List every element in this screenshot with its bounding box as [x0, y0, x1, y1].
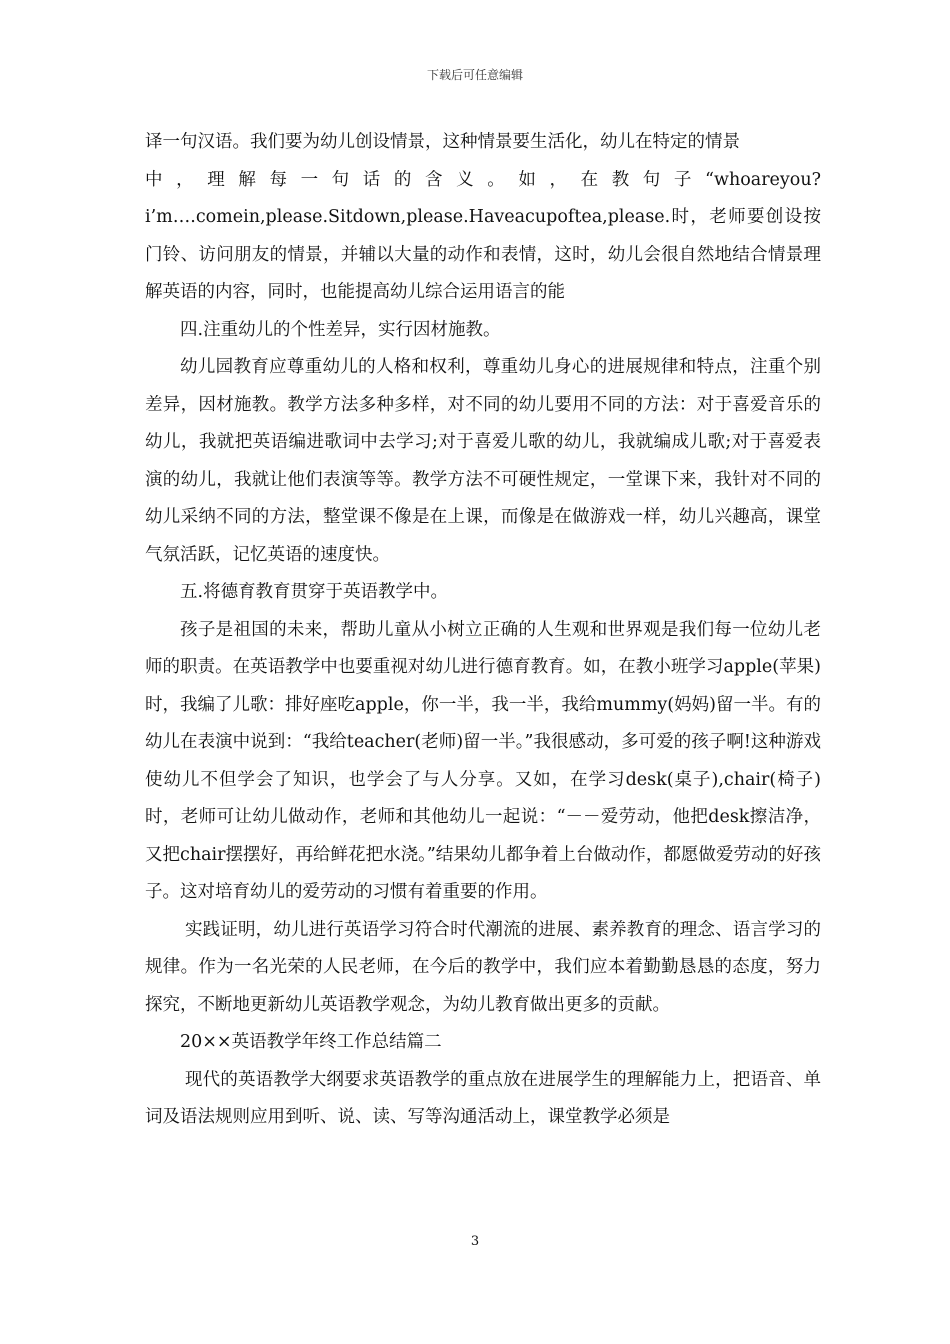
section-heading-part-two: 20××英语教学年终工作总结篇二: [180, 1032, 442, 1052]
paragraph-spread-line: 中，理解每一句话的含义。如，在教句子“whoareyou?: [145, 169, 821, 190]
paragraph-continuation-line: 译一句汉语。我们要为幼儿创设情景，这种情景要生活化，幼儿在特定的情景: [145, 132, 740, 152]
page-number: 3: [470, 1234, 480, 1249]
section-heading-4: 四.注重幼儿的个性差异，实行因材施教。: [180, 319, 501, 340]
paragraph-moral-education: 孩子是祖国的未来，帮助儿童从小树立正确的人生观和世界观是我们每一位幼儿老师的职责。在英语教学中也要重视对幼儿进行德育教育。如，在教小班学习apple(苹果)时，我编了儿歌：排好座吃apple，你一半，我一半，我给mummy(妈妈)留一半。有的幼儿在表演中说到：“我给teacher(老师)留一半。”我很感动，多可爱的孩子啊!这种游戏使幼儿不但学会了知识，也学会了与人分享。又如，在学习desk(桌子),chair(椅子)时，老师可让幼儿做动作，老师和其他幼儿一起说：“－－爱劳动，他把desk擦洁净，又把chair摆摆好，再给鲜花把水浇。”结果幼儿都争着上台做动作，都愿做爱劳动的好孩子。这对培育幼儿的爱劳动的习惯有着重要的作用。: [145, 619, 821, 902]
paragraph-individual-differences: 幼儿园教育应尊重幼儿的人格和权利，尊重幼儿身心的进展规律和特点，注重个别差异，因材施教。教学方法多种多样，对不同的幼儿要用不同的方法：对于喜爱音乐的幼儿，我就把英语编进歌词中去学习;对于喜爱儿歌的幼儿，我就编成儿歌;对于喜爱表演的幼儿，我就让他们表演等等。教学方法不可硬性规定，一堂课下来，我针对不同的幼儿采纳不同的方法，整堂课不像是在上课，而像是在做游戏一样，幼儿兴趣高，课堂气氛活跃，记忆英语的速度快。: [145, 357, 821, 565]
paragraph-conclusion: 实践证明，幼儿进行英语学习符合时代潮流的进展、素养教育的理念、语言学习的规律。作为一名光荣的人民老师，在今后的教学中，我们应本着勤勤恳恳的态度，努力探究，不断地更新幼儿英语教学观念，为幼儿教育做出更多的贡献。: [145, 919, 821, 1015]
paragraph-part-two-intro: 现代的英语教学大纲要求英语教学的重点放在进展学生的理解能力上，把语音、单词及语法规则应用到听、说、读、写等沟通活动上，课堂教学必须是: [145, 1069, 821, 1127]
section-heading-5: 五.将德育教育贯穿于英语教学中。: [180, 582, 449, 602]
document-body: [145, 124, 821, 1137]
paragraph-continuation: i’m….comein,please.Sitdown,please.Haveacupoftea,please.时，老师要创设按门铃、访问朋友的情景，并辅以大量的动作和表情，这时，幼儿会很自然地结合情景理解英语的内容，同时，也能提高幼儿综合运用语言的能: [145, 207, 821, 302]
page-header: 下载后可任意编辑: [426, 68, 523, 82]
